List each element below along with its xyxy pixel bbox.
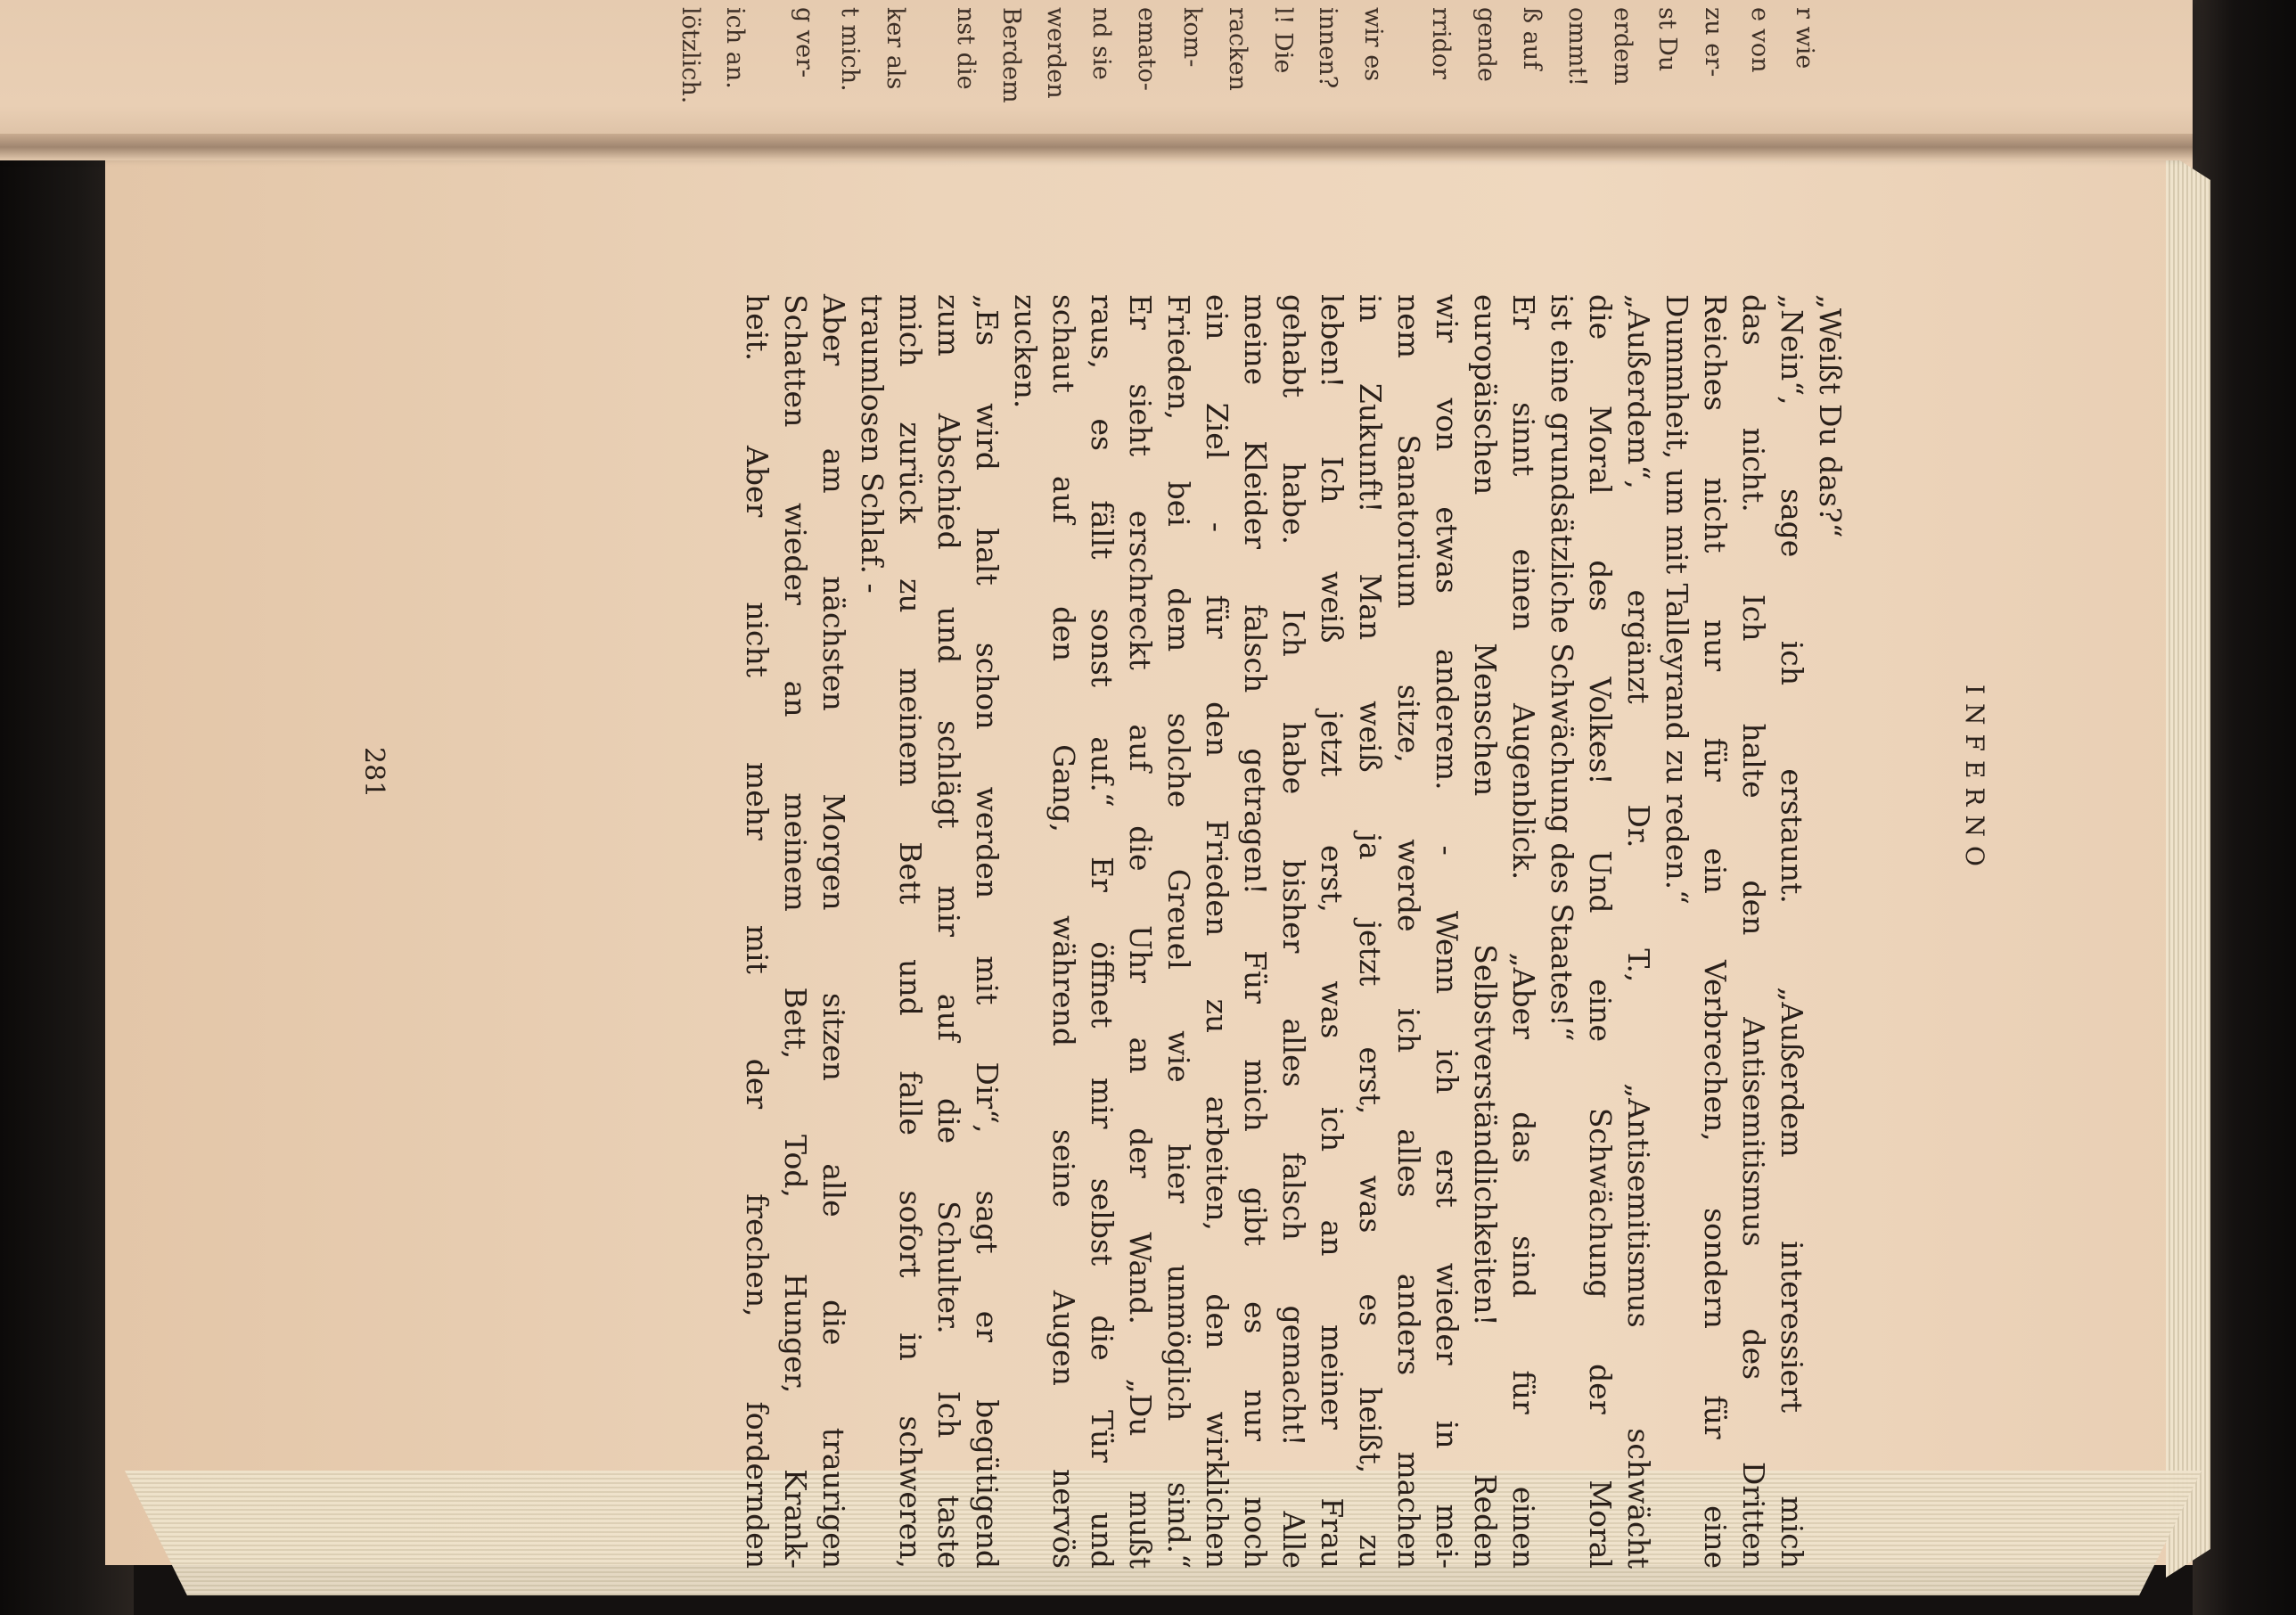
facing-text-fragment: ker als	[882, 7, 909, 90]
page-block-edge-right	[2166, 152, 2210, 1578]
text-line: mich zurück zu meinem Bett und falle sofort in schweren,	[893, 294, 928, 1569]
text-line: „Nein“, sage ich erstaunt. „Außerdem interessiert mich	[1775, 294, 1809, 1569]
facing-text-fragment: Berdem	[997, 7, 1025, 103]
body-text	[738, 294, 1849, 1569]
text-line: Er sinnt einen Augenblick. „Aber das sind für einen	[1506, 294, 1541, 1569]
text-line: schaut auf den Gang, während seine Augen nervös	[1046, 294, 1081, 1569]
page-number: 281	[358, 747, 390, 799]
running-header: INFERNO	[1960, 685, 1989, 875]
text-line: europäischen Menschen Selbstverständlichkeiten! Reden	[1468, 294, 1503, 1569]
facing-text-fragment: nst die	[952, 7, 980, 90]
facing-text-fragment: ich an.	[721, 7, 749, 89]
facing-text-fragment: r wie	[1791, 7, 1818, 70]
text-line: Aber am nächsten Morgen sitzen alle die traurigen	[816, 294, 851, 1569]
facing-text-fragment: ß auf	[1518, 7, 1546, 70]
facing-page	[0, 0, 2193, 152]
text-line: das nicht. Ich halte den Antisemitismus des Dritten	[1736, 294, 1771, 1569]
text-line: heit. Aber nicht mehr mit der frechen, fordernden	[740, 294, 775, 1569]
facing-text-fragment: t mich.	[836, 7, 864, 92]
facing-text-fragment: rridor	[1427, 7, 1455, 79]
text-line: traumlosen Schlaf. -	[855, 294, 890, 594]
facing-text-fragment: l! Die	[1269, 7, 1297, 74]
text-line: raus, es fällt sonst auf.“ Er öffnet mir selbst die Tür und	[1085, 294, 1119, 1569]
text-line: Dummheit, um mit Talleyrand zu reden.“	[1660, 294, 1694, 905]
text-line: „Außerdem“, ergänzt Dr. T., „Antisemitismus schwächt	[1621, 294, 1656, 1569]
facing-text-fragment: emato-	[1133, 7, 1160, 91]
facing-text-fragment: kom-	[1178, 7, 1206, 68]
facing-text-fragment: lötzlich.	[676, 7, 704, 104]
text-line: in Zukunft! Man weiß ja jetzt erst, was es heißt, zu	[1353, 294, 1388, 1569]
text-line: gehabt habe. Ich habe bisher alles falsch gemacht! Alle	[1276, 294, 1311, 1569]
text-line: leben! Ich weiß jetzt erst, was ich an meiner Frau	[1315, 294, 1349, 1569]
text-line: meine Kleider falsch getragen! Für mich gibt es nur noch	[1238, 294, 1273, 1569]
text-line: „Es wird halt schon werden mit Dir“, sagt er begütigend	[970, 294, 1004, 1569]
facing-text-fragment: ommt!	[1563, 7, 1591, 87]
facing-text-fragment: nd sie	[1087, 7, 1115, 80]
facing-text-fragment: wir es	[1359, 7, 1387, 82]
facing-text-fragment: st Du	[1653, 7, 1681, 72]
facing-text-fragment: gende	[1472, 7, 1500, 82]
facing-text-fragment: e von	[1746, 7, 1774, 73]
page-fold	[0, 134, 2193, 160]
text-line: Frieden, bei dem solche Greuel wie hier unmöglich sind.“	[1161, 294, 1196, 1569]
text-line: zum Abschied und schlägt mir auf die Schulter. Ich taste	[931, 294, 966, 1569]
facing-text-fragment: innen?	[1314, 7, 1341, 89]
facing-text-fragment: erdem	[1609, 7, 1636, 86]
text-line: die Moral des Volkes! Und eine Schwächung der Moral	[1583, 294, 1618, 1569]
facing-text-fragment: werden	[1042, 7, 1070, 99]
facing-text-fragment: racken	[1224, 7, 1251, 91]
text-line: Reiches nicht nur für ein Verbrechen, sondern für eine	[1698, 294, 1733, 1569]
text-line: Schatten wieder an meinem Bett, Tod, Hunger, Krank-	[778, 294, 813, 1569]
text-line: Er sieht erschreckt auf die Uhr an der Wand. „Du mußt	[1123, 294, 1158, 1569]
text-line: „Weißt Du das?“	[1813, 294, 1848, 538]
text-line: nem Sanatorium sitze, werde ich alles anders machen	[1391, 294, 1426, 1569]
facing-text-fragment: g ver-	[791, 7, 818, 78]
text-line: zucken.	[1008, 294, 1043, 409]
text-line: ein Ziel - für den Frieden zu arbeiten, den wirklichen	[1200, 294, 1234, 1569]
text-line: ist eine grundsätzliche Schwächung des Staates!“	[1545, 294, 1579, 1042]
facing-text-fragment: zu er-	[1700, 7, 1727, 78]
text-line: wir von etwas anderem. - Wenn ich erst wieder in mei-	[1430, 294, 1464, 1569]
